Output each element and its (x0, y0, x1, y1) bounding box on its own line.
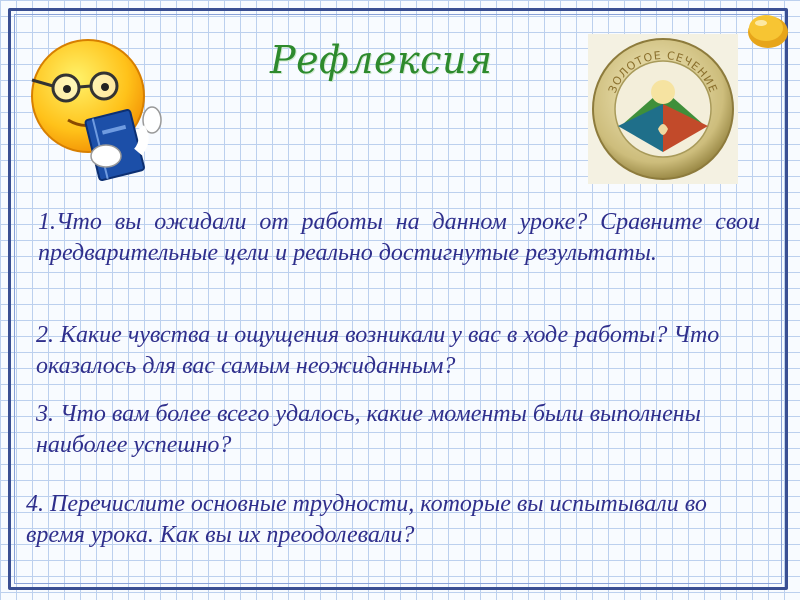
smiley-teacher-icon (20, 28, 170, 183)
question-3: 3. Что вам более всего удалось, какие моменты были выполнены наиболее успешно? (36, 401, 701, 458)
question-2: 2. Какие чувства и ощущения возникали у вас в ходе работы? Что оказалось для вас самым неожиданным? (36, 322, 720, 379)
page-title: Рефлексия (270, 38, 493, 82)
medal-text: ЗОЛОТОЕ СЕЧЕНИЕ (605, 48, 721, 95)
golden-section-medal-icon (588, 34, 738, 184)
gold-coin-icon (744, 8, 792, 52)
question-4: 4. Перечислите основные трудности, которые вы испытывали во время урока. Как вы их преодолевали? (26, 491, 707, 548)
question-1: 1.Что вы ожидали от работы на данном уроке? Сравните свои предварительные цели и реально достигнутые результаты. (38, 209, 760, 266)
